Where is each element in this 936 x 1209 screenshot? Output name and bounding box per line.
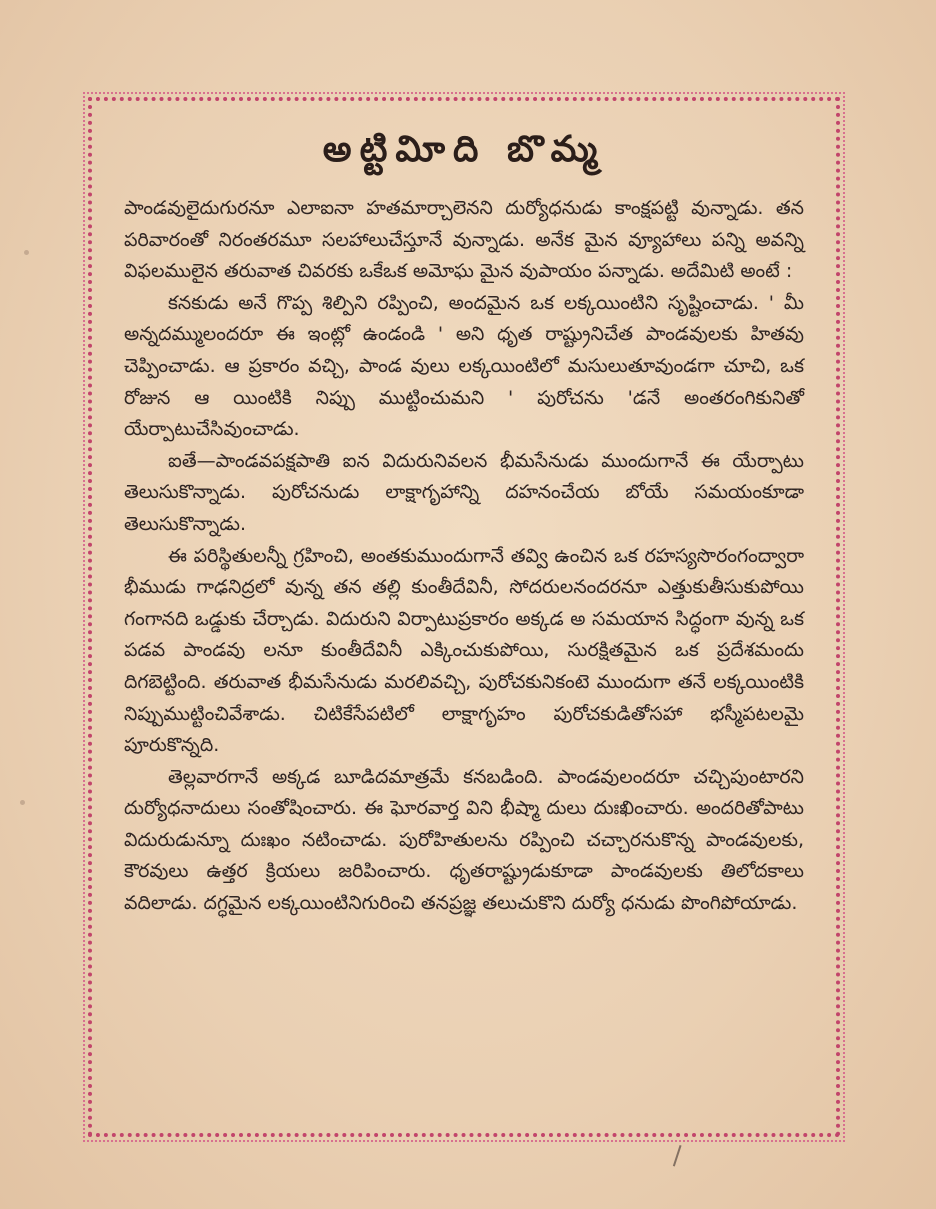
pen-mark [673,1145,689,1169]
story-text [124,193,804,920]
paragraph-2: కనకుడు అనే గొప్ప శిల్పిని రప్పించి, అందమైన ఒక లక్కయింటిని సృష్టించాడు. ' మీ అన్నదమ్ములందరూ ఈ ఇంట్లో ఉండండి ' అని ధృత రాష్ట్రునిచేత పాండవులకు హితవు చెప్పించాడు. ఆ ప్రకారం వచ్చి, పాండ వులు లక్కయింటిలో మసులుతూవుండగా చూచి, ఒక రోజున ఆ యింటికి నిప్పు ముట్టించుమని ' పురోచను 'డనే అంతరంగికునితో యేర్పాటుచేసివుంచాడు. [124,291,804,441]
page-title: అట్టివిూది బొమ్మ [322,129,606,170]
paragraph-3: ఐతే—పాండవపక్షపాతి ఐన విదురునివలన భీమసేనుడు ముందుగానే ఈ యేర్పాటు తెలుసుకొన్నాడు. పురోచనుడు లాక్షాగృహాన్ని దహనంచేయ బోయే సమయంకూడా తెలుసుకొన్నాడు. [124,449,804,535]
paper-speck [20,800,25,805]
paragraph-1: పాండవులైదుగురనూ ఎలాఐనా హతమార్చాలెనని దుర్యోధనుడు కాంక్షపట్టి వున్నాడు. తన పరివారంతో నిరంతరమూ సలహాలుచేస్తూనే వున్నాడు. అనేక మైన వ్యూహాలు పన్ని అవన్ని విఫలములైన తరువాత చివరకు ఒకేఒక అమోఘ మైన వుపాయం పన్నాడు. అదేమిటి అంటే : [124,197,804,283]
paragraph-5: తెల్లవారగానే అక్కడ బూడిదమాత్రమే కనబడింది. పాండవులందరూ చచ్చిపుంటారని దుర్యోధనాదులు సంతోషించారు. ఈ ఘోరవార్త విని భీష్మా దులు దుఃఖించారు. అందరితోపాటు విదురుడున్నూ దుఃఖం నటించాడు. పురోహితులను రప్పించి చచ్చారనుకొన్న పాండవులకు, కౌరవులు ఉత్తర క్రియలు జరిపించారు. ధృతరాష్ట్రుడుకూడా పాండవులకు తిలోదకాలు వదిలాడు. దగ్ధమైన లక్కయింటినిగురించి తనప్రజ్ఞ తలుచుకొని దుర్యో ధనుడు పొంగిపోయాడు. [124,765,804,915]
paper-speck [24,250,29,255]
paragraph-4: ఈ పరిస్థితులన్నీ గ్రహించి, అంతకుముందుగానే తవ్వి ఉంచిన ఒక రహస్యసొరంగంద్వారా భీముడు గాఢనిద్రలో వున్న తన తల్లి కుంతీదేవినీ, సోదరులనందరనూ ఎత్తుకుతీసుకుపోయి గంగానది ఒడ్డుకు చేర్చాడు. విదురుని విర్పాటుప్రకారం అక్కడ అ సమయాన సిద్ధంగా వున్న ఒక పడవ పాండవు లనూ కుంతీదేవినీ ఎక్కించుకుపోయి, సురక్షితమైన ఒక ప్రదేశమందు దిగబెట్టింది. తరువాత భీమసేనుడు మరలివచ్చి, పురోచకునికంటె ముందుగా తనే లక్కయింటికి నిప్పుముట్టించివేశాడు. చిటికేసేపటిలో లాక్షాగృహం పురోచకుడితోసహా భస్మీపటలమై పూరుకొన్నది. [124,544,804,757]
decorative-border [88,97,840,1137]
